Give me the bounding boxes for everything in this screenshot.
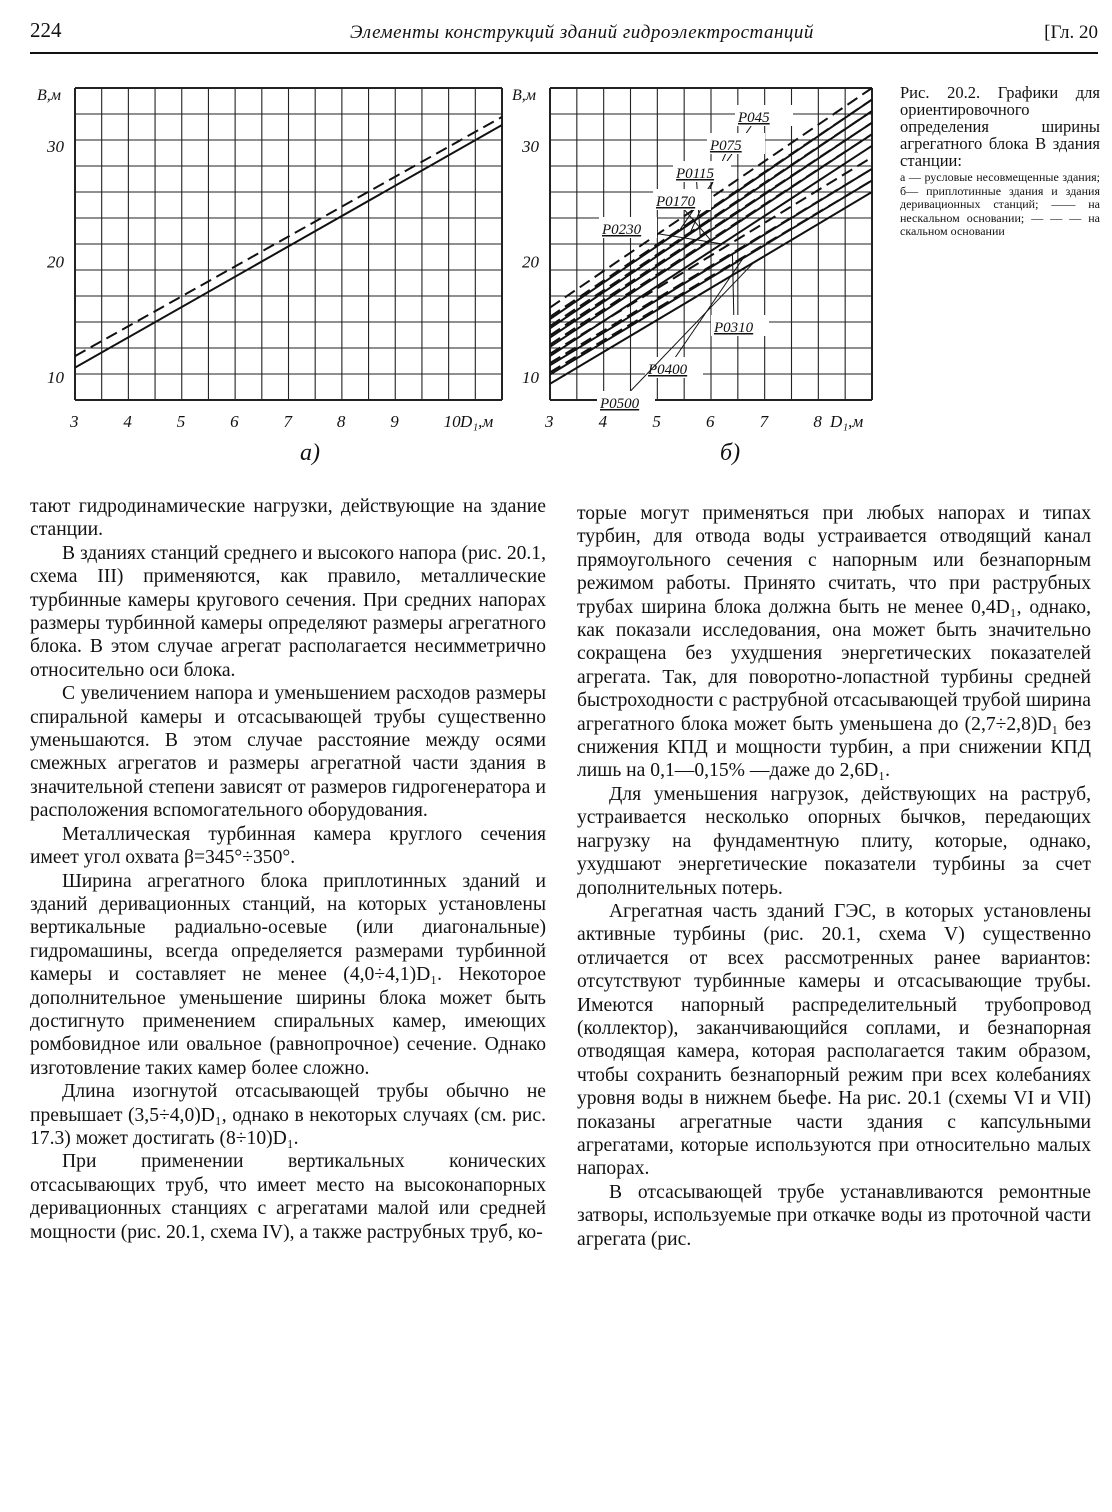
x-tick-label: 7 [759,412,769,431]
x-tick-label: 3 [545,412,554,431]
y-axis-label: В,м [512,87,536,104]
figure-caption [900,84,1100,239]
x-tick-label: 5 [652,412,661,431]
paragraph: С увеличением напора и уменьшением расходов размеры спиральной камеры и отсасывающей трубы существенно уменьшаются. В этом случае расстояние между осями смежных агрегатов и размеры агрегатной части здания в значительной степени зависят от размеров гидрогенератора и расположения вспомогательного оборудования. [30,683,546,822]
paragraph: торые могут применяться при любых напорах и типах турбин, для отвода воды устраивается отводящий канал прямоугольного сечения с напорным или безнапорным режимом работы. Принято считать, что при раструбных трубах ширина блока должна быть не менее 0,4D₁, однако, как показали исследования, она может быть значительно сокращена без ухудшения энергетических показателей агрегата. Так, для поворотно-лопастной турбины средней быстроходности с раструбной отсасывающей трубой ширина агрегатного блока может быть уменьшена до (2,7÷2,8)D₁ без снижения КПД и мощности турбин, а при снижении КПД лишь на 0,1—0,15% —даже до 2,6D₁. [577,503,1091,782]
figure-20-2 [20,78,900,483]
series-label: Р0310 [714,320,754,336]
series-label: Р0500 [600,396,640,412]
text-column-right [577,502,1091,1251]
panel-label: а) [300,440,320,466]
y-tick-label: 20 [47,252,64,272]
series-label: Р045 [738,110,770,126]
running-title: Элементы конструкций зданий гидроэлектростанций [350,22,814,43]
y-axis-label: В,м [37,87,61,104]
x-axis-label: D₁,м [830,412,864,431]
y-tick-label: 30 [47,136,64,156]
y-tick-label: 10 [522,367,539,387]
x-tick-label: 6 [230,412,239,431]
chart-panel-a [75,88,502,400]
series-label: Р0170 [656,194,696,210]
series-label: Р0230 [602,222,642,238]
caption-legend: а — русловые несовмещенные здания; б— приплотинные здания и здания деривационных станций; —— на нескальном основании; — — — на скальном основании [900,170,1100,238]
y-tick-label: 10 [47,367,64,387]
text-column-left [30,495,546,1244]
paragraph: Металлическая турбинная камера круглого сечения имеет угол охвата β=345°÷350°. [30,823,546,869]
page-number: 224 [30,18,62,42]
chapter-label: [Гл. 20 [1044,22,1098,43]
header-rule [30,52,1098,54]
paragraph: В отсасывающей трубе устанавливаются ремонтные затворы, используемые при откачке воды из проточной части агрегата (рис. [577,1181,1091,1250]
x-axis-label: D₁,м [460,412,494,431]
x-tick-label: 8 [813,412,822,431]
series-label: Р0115 [676,166,715,182]
x-tick-label: 6 [706,412,715,431]
x-tick-label: 4 [598,412,608,431]
x-tick-label: 7 [283,412,292,431]
paragraph: При применении вертикальных конических отсасывающих труб, что имеет место на высоконапорных деривационных станциях с агрегатами малой или средней мощности (рис. 20.1, схема IV), а также раструбных труб, ко- [30,1151,546,1243]
paragraph: В зданиях станций среднего и высокого напора (рис. 20.1, схема III) применяются, как правило, металлические турбинные камеры кругового сечения. При средних напорах размеры турбинной камеры определяют размеры агрегатного блока. В этом случае агрегат располагается несимметрично относительно оси блока. [30,542,547,681]
paragraph: тают гидродинамические нагрузки, действующие на здание станции. [30,496,546,541]
caption-title: Рис. 20.2. Графики для ориентировочного определения ширины агрегатного блока B здания станции: [900,83,1100,170]
x-tick-label: 5 [176,412,186,431]
paragraph: Агрегатная часть зданий ГЭС, в которых установлены активные турбины (рис. 20.1, схема V) существенно отличается от всех рассмотренных ранее вариантов: отсутствуют турбинные камеры и отсасывающие трубы. Имеются напорный распределительный трубопровод (коллектор), заканчивающийся соплами, и безнапорная отводящая камера, которая располагается таким образом, чтобы сохранить безнапорный режим при всех колебаниях уровня воды в нижнем бьефе. На рис. 20.1 (схемы VI и VII) показаны агрегатные части здания с капсульными агрегатами, которые используются при относительно малых напорах. [577,900,1091,1180]
y-tick-label: 30 [522,136,539,156]
series-label: Р0400 [648,362,688,378]
x-tick-label: 9 [390,412,399,431]
paragraph: Длина изогнутой отсасывающей трубы обычно не превышает (3,5÷4,0)D₁, однако в некоторых случаях (см. рис. 17.3) может достигать (8÷10)D₁. [30,1081,546,1149]
paragraph: Для уменьшения нагрузок, действующих на раструб, устраивается несколько опорных бычков, передающих нагрузку на фундаментную плиту, которые, однако, ухудшают энергетические показатели турбины за счет дополнительных потерь. [577,783,1091,899]
x-tick-label: 10 [443,412,461,431]
y-tick-label: 20 [522,252,539,272]
x-tick-label: 8 [336,412,346,431]
panel-label: б) [720,440,741,466]
page-header [30,14,1098,50]
series-label: Р075 [710,138,742,154]
x-tick-label: 4 [123,412,132,431]
paragraph: Ширина агрегатного блока приплотинных зданий и зданий деривационных станций, на которых установлены вертикальные радиально-осевые (или диагональные) гидромашины, всегда определяется размерами турбинной камеры и составляет не менее (4,0÷4,1)D₁. Некоторое дополнительное уменьшение ширины блока может быть достигнуто применением спиральных камер, имеющих ромбовидное или овальное (равнопрочное) сечение. Однако изготовление таких камер более сложно. [30,870,546,1079]
x-tick-label: 3 [70,412,79,431]
